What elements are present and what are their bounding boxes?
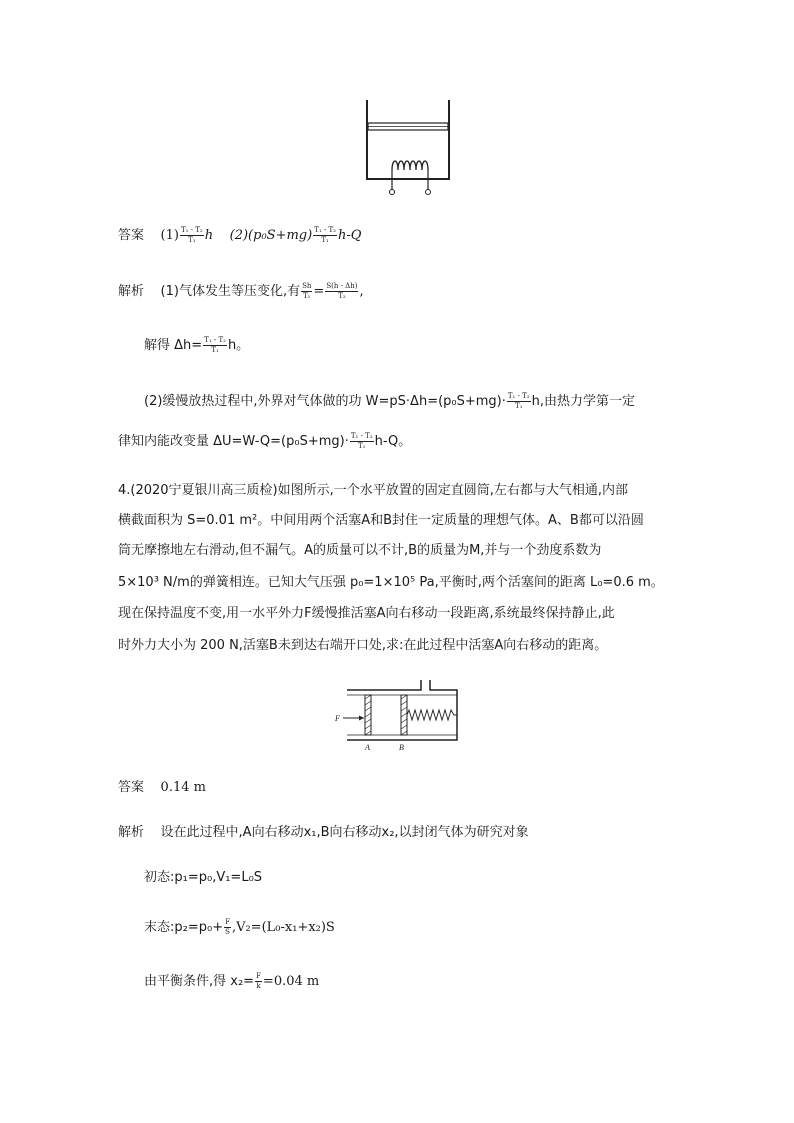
question-4-line-5: 现在保持温度不变,用一水平外力F缓慢推活塞A向右移动一段距离,系统最终保持静止,此 — [118, 606, 615, 621]
figure-cylinder-pistons — [333, 678, 463, 756]
part-2-line-1: (2)缓慢放热过程中,外界对气体做的功 W=pS·Δh=(p₀S+mg)· $\frac{\text{T₁ - T₂}}{\text{T₁}}$ h,由热力学第一定 — [144, 392, 636, 410]
figure-container-heater — [362, 98, 462, 198]
initial-state: 初态:p₁=p₀,V₁=L₀S — [144, 870, 263, 885]
label-f: F — [335, 714, 340, 723]
fraction: $\frac{S(h - \Delta h)}{\text{T₂}}$ — [326, 282, 358, 300]
label-a: A — [365, 743, 370, 752]
question-4-line-6: 时外力大小为 200 N,活塞B未到达右端开口处,求:在此过程中活塞A向右移动的距离。 — [118, 638, 608, 653]
final-state: 末态:p₂=p₀+ $\frac{F}{S}$ ,V₂=(L₀-x₁+x₂)S — [144, 918, 335, 936]
answer-label: 答案 — [118, 228, 145, 243]
fraction: $\frac{\text{T₁ - T₂}}{\text{T₁}}$ — [204, 336, 226, 354]
solve-1: 解得 Δh= $\frac{\text{T₁ - T₂}}{\text{T₁}}$ h。 — [144, 336, 250, 354]
question-4-line-4: 5×10³ N/m的弹簧相连。已知大气压强 p₀=1×10⁵ Pa,平衡时,两个活塞间的距离 L₀=0.6 m。 — [118, 575, 664, 590]
fraction: $\frac{F}{S}$ — [225, 918, 230, 936]
answer-1: 答案 (1) $\frac{\text{T₁ - T₂}}{\text{T₁}}$ h (2)(p₀S+mg) $\frac{\text{T₁ - T₂}}{\text{T₁}}$ h-Q — [118, 226, 362, 244]
part-2-line-2: 律知内能改变量 ΔU=W-Q=(p₀S+mg)· $\frac{\text{T₁ - T₂}}{\text{T₁}}$ h-Q。 — [118, 432, 412, 450]
analysis-label: 解析 — [118, 284, 145, 299]
fraction: $\frac{\text{T₁ - T₂}}{\text{T₁}}$ — [507, 392, 530, 410]
balance-condition: 由平衡条件,得 x₂= $\frac{F}{k}$ =0.04 m — [144, 972, 320, 990]
label-b: B — [399, 743, 404, 752]
question-4-line-3: 筒无摩擦地左右滑动,但不漏气。A的质量可以不计,B的质量为M,并与一个劲度系数为 — [118, 543, 602, 558]
answer-value: 0.14 m — [160, 780, 206, 795]
analysis-1: 解析 (1)气体发生等压变化,有 $\frac{Sh}{\text{T₁}}$ = $\frac{S(h - \Delta h)}{\text{T₂}}$ , — [118, 282, 364, 300]
heating-coil — [392, 161, 428, 170]
fraction: $\frac{F}{k}$ — [256, 972, 261, 990]
fraction: $\frac{\text{T₁ - T₂}}{\text{T₁}}$ — [180, 226, 203, 244]
question-4-line-2: 横截面积为 S=0.01 m²。中间用两个活塞A和B封住一定质量的理想气体。A、B都可以沿圆 — [118, 513, 644, 528]
answer-4 — [118, 778, 206, 798]
analysis-label: 解析 — [118, 825, 145, 840]
answer-label: 答案 — [118, 780, 145, 795]
fraction: $\frac{\text{T₁ - T₂}}{\text{T₁}}$ — [350, 432, 373, 450]
analysis-4: 解析 设在此过程中,A向右移动x₁,B向右移动x₂,以封闭气体为研究对象 — [118, 825, 529, 840]
fraction: $\frac{\text{T₁ - T₂}}{\text{T₁}}$ — [314, 226, 336, 244]
fraction: $\frac{Sh}{\text{T₁}}$ — [302, 282, 312, 300]
spring — [407, 710, 457, 720]
question-4-line-1: 4.(2020宁夏银川高三质检)如图所示,一个水平放置的固定直圆筒,左右都与大气相通,内部 — [118, 483, 629, 498]
